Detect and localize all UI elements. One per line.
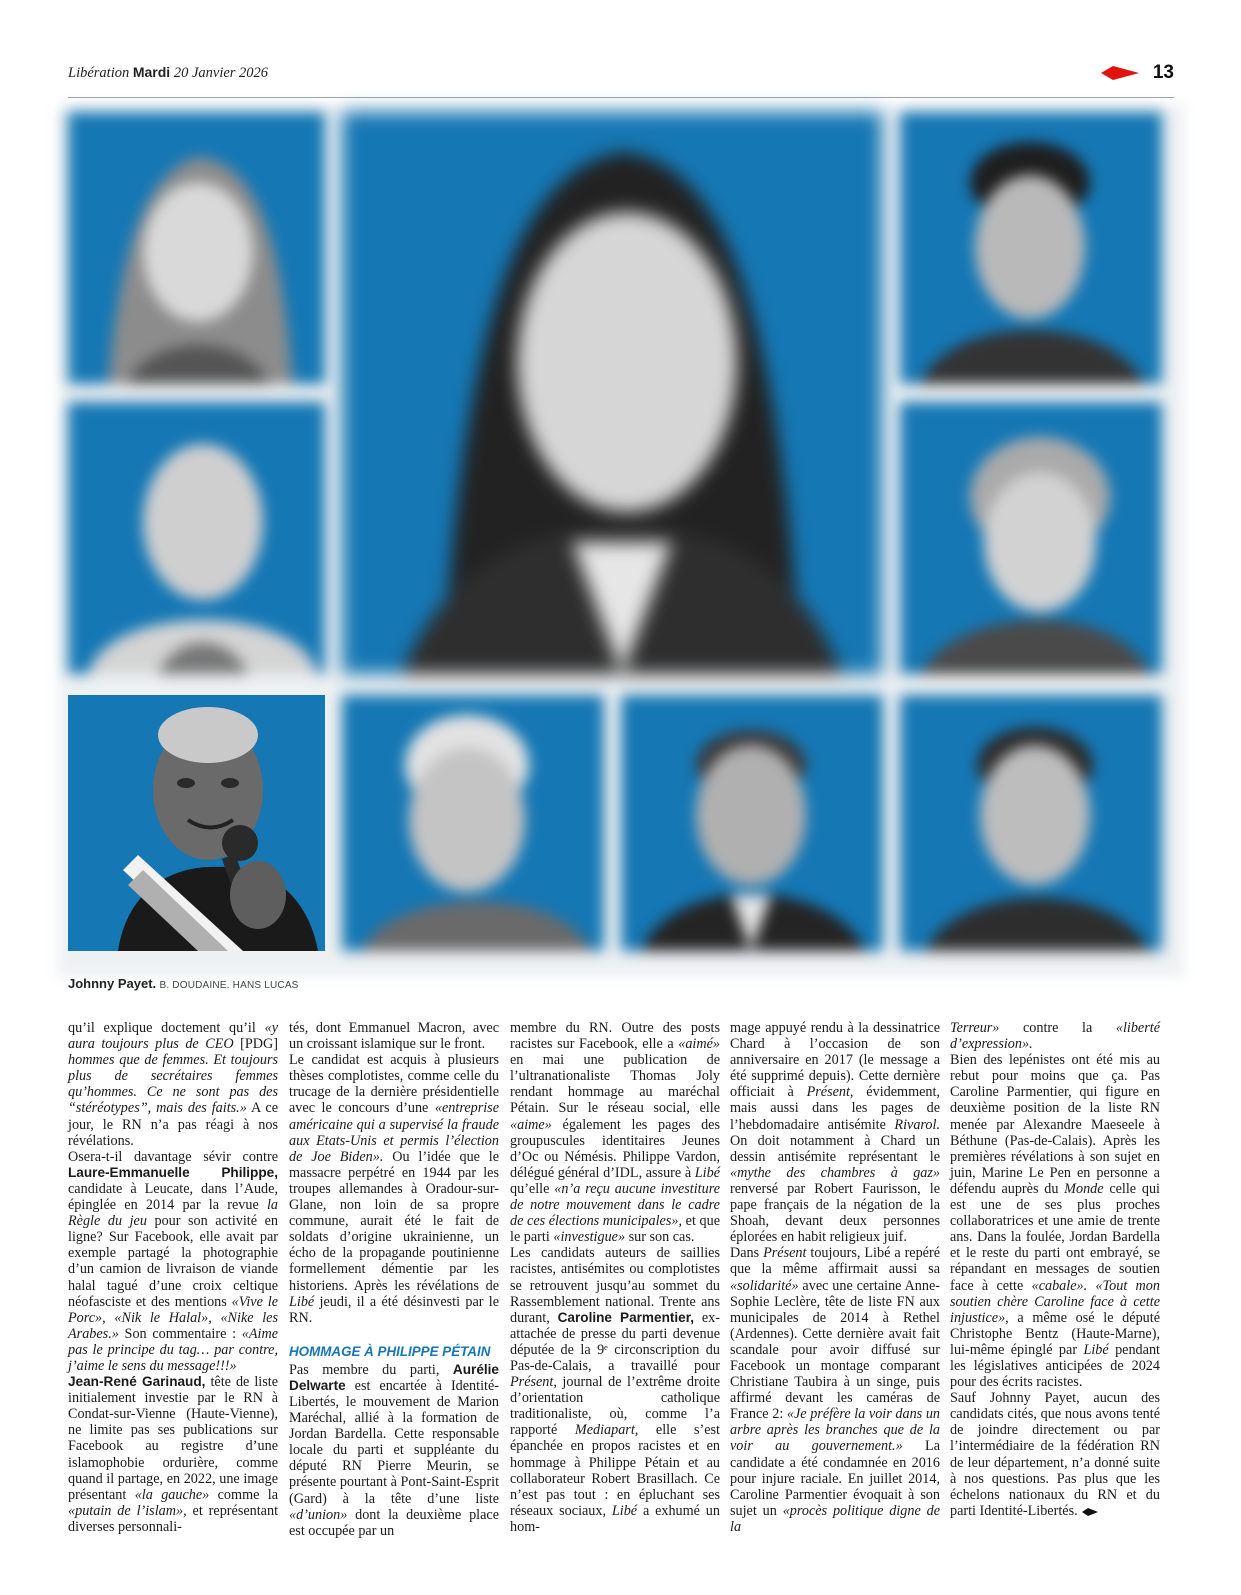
text-run: qu’il explique doctement qu’il [68, 1020, 265, 1036]
text-run: qu’elle [510, 1180, 555, 1197]
text-run: Dans [730, 1245, 764, 1262]
text-run: candidate à Leucate, dans l’Aude, épinglée en 2014 par la revue [68, 1180, 278, 1214]
text-run: elle s’est épanchée en propos racistes et en hommage à Philippe Pétain et au collaborateur Robert Brasillach. Ce n’est pas tout : en épluchant ses réseaux sociaux, [510, 1422, 720, 1519]
text-run: toujours, Libé a repéré que la même affirmait aussi sa [730, 1245, 940, 1278]
quote-italic: la Règle du jeu [68, 1197, 278, 1230]
text-run: ex-attachée de presse du parti devenue députée de la 9ᵉ circonscription du Pas-de-Calais, a travaillé pour [510, 1309, 720, 1374]
quote-italic: «liberté d’expression». [950, 1020, 1160, 1053]
portrait-blurred-main [342, 112, 882, 674]
text-run: a exhumé un hom- [510, 1502, 720, 1535]
text-run: contre la [999, 1020, 1116, 1036]
text-run: en mai une publication de l’ultranationaliste Thomas Joly rendant hommage au maréchal Pétain. Sur le réseau social, elle [510, 1052, 720, 1117]
quote-italic: «Vive le Porc», «Nik le Halal», «Nike les Arabes.» [68, 1293, 278, 1342]
quote-italic: Libé [289, 1293, 315, 1310]
text-run: On doit notamment à Chard un dessin antisémite représentant le [730, 1132, 940, 1165]
paragraph [950, 1020, 1160, 1052]
text-run: pendant les législatives anticipées de 2024 pour des écrits racistes. [950, 1341, 1160, 1391]
quote-italic: Présent [763, 1245, 807, 1262]
paragraph [68, 1149, 278, 1374]
text-run: a même osé le député Christophe Bentz (Haute-Marne), lui-même épinglé par [950, 1309, 1160, 1358]
caption-credit: B. DOUDAINE. HANS LUCAS [159, 980, 299, 991]
paragraph [730, 1245, 940, 1535]
caption-name: Johnny Payet. [68, 976, 157, 991]
quote-italic: Libé [611, 1502, 638, 1519]
text-run: celle qui est une de ses plus proches collaboratrices et une amie de trente ans. Dans la foulée, Jordan Bardella et le reste du parti ont embrayé, se répandant en messages de soutien face à cette [950, 1180, 1160, 1294]
portrait-johnny-payet [68, 695, 325, 951]
article-column-1 [68, 1020, 278, 1535]
portrait-blurred-2 [68, 402, 325, 674]
quote-italic: «entreprise américaine qui a supervisé la fraude aux Etats-Unis et permis l’élection de Joe Biden». [289, 1100, 499, 1165]
quote-italic: Mediapart, [574, 1422, 639, 1439]
text-run: dont la deuxième place est occupée par un [289, 1506, 499, 1539]
text-run: Le candidat est acquis à plusieurs thèses complotistes, comme celle du trucage de la dernière présidentielle avec le concours d’une [289, 1052, 499, 1117]
quote-italic: Rivarol. [894, 1116, 940, 1133]
paragraph [950, 1052, 1160, 1390]
text-run: sur son cas. [625, 1229, 695, 1246]
text-run: et représentant diverses personnali- [68, 1502, 279, 1535]
portrait-blurred-3 [900, 112, 1162, 384]
text-run: mage appuyé rendu à la dessinatrice Chard à l’occasion de son anniversaire en 2017 (le message a été supprimé depuis). Cette dernière officiait à [730, 1020, 940, 1101]
text-run: avec une certaine Anne-Sophie Leclère, tête de liste FN aux municipales de 2014 à Rethel (Ardennes). Cette dernière avait fait scandale pour avoir diffusé sur Facebook un montage comparant Christiane Taubira à un singe, puis affirmé devant les caméras de France 2: [730, 1277, 940, 1423]
page-header [68, 62, 1174, 98]
text-run: tés, dont Emmanuel Macron, avec un croissant islamique sur le front. [289, 1020, 499, 1053]
text-run: comme la [209, 1486, 279, 1503]
paragraph [510, 1020, 720, 1245]
paragraph [730, 1020, 940, 1245]
portrait-blurred-4 [900, 402, 1162, 674]
quote-italic: «putain de l’islam», [68, 1502, 187, 1519]
portrait-blurred-1 [68, 112, 325, 384]
quote-italic: «cabale». «Tout mon soutien chère Caroline face à cette injustice», [950, 1277, 1160, 1326]
quote-italic: «mythe des chambres à gaz» [730, 1164, 940, 1181]
name-highlight: Aurélie Delwarte [289, 1361, 499, 1393]
end-of-article-icon [1082, 1508, 1098, 1516]
quote-italic: hommes que de femmes. Et toujours plus de secrétaires femmes qu’hommes. Ce ne sont pas des “stéréotypes”, mais des faits.» [68, 1052, 278, 1117]
text-run: tête de liste initialement investie par le RN à Condat-sur-Vienne (Haute-Vienne), ne limite pas ses publications sur Facebook au registre d’une islamophobie ordurière, comme quand il partage, en 2022, une image présentant [68, 1374, 279, 1503]
text-run: [PDG] [240, 1036, 278, 1053]
quote-italic: Présent, [510, 1374, 557, 1391]
publication-name: Libération [68, 65, 130, 81]
portrait-blurred-6 [621, 695, 883, 951]
dateline-day: Mardi [132, 64, 171, 80]
quote-italic: Libé [694, 1164, 720, 1181]
text-run: et que le parti [510, 1213, 720, 1246]
paragraph [289, 1362, 499, 1539]
quote-italic: «solidarité» [730, 1277, 799, 1294]
quote-italic: «n’a reçu aucune investiture de notre mouvement dans le cadre de ces élections municipales», [510, 1180, 720, 1230]
text-run: jeudi, il a été désinvesti par le RN. [289, 1293, 499, 1326]
quote-italic: «investigue» [553, 1229, 626, 1246]
quote-italic: «Aime pas le principe du tag… par contre, j’aime le sens du message!!!» [68, 1325, 278, 1374]
text-run: Pas membre du parti, [289, 1361, 453, 1378]
liberation-arrow-icon [1101, 66, 1139, 80]
name-highlight: Laure-Emmanuelle Philippe, [68, 1164, 278, 1180]
text-run: Osera-t-il davantage sévir contre [68, 1148, 278, 1165]
text-run: est encartée à Identité-Libertés, le mouvement de Marion Maréchal, allié à la formation de Jordan Bardella. Cette responsable locale du parti et suppléante du député RN Pierre Meurin, se présente pourtant à Pont-Saint-Esprit (Gard) à la tête d’une liste [289, 1377, 500, 1507]
quote-italic: «aime» [510, 1116, 552, 1133]
text-run: Ou l’idée que le massacre perpétré en 1944 par les troupes allemandes à Oradour-sur-Glane, non loin de sa propre commune, aurait été le fait de soldats d’origine ukrainienne, un écho de la propagande poutinienne formellement démentie par les historiens. Après les révélations de [289, 1148, 499, 1294]
quote-italic: «d’union» [289, 1506, 348, 1523]
quote-italic: Libé [1083, 1341, 1109, 1358]
text-run: évidemment, mais aussi dans les pages de l’hebdomadaire antisémite [730, 1084, 940, 1133]
quote-italic: «y aura toujours plus de CEO [68, 1020, 278, 1053]
text-run: membre du RN. Outre des posts racistes sur Facebook, elle a [510, 1020, 720, 1053]
quote-italic: Terreur» [950, 1020, 1000, 1036]
name-highlight: Jean-René Garinaud, [68, 1374, 206, 1390]
paragraph [289, 1052, 499, 1326]
quote-italic: Monde [1064, 1180, 1104, 1197]
text-run: journal de l’extrême droite d’orientation catholique traditionaliste, où, comme l’a rapporté [510, 1374, 720, 1439]
page-number: 13 [1152, 62, 1174, 83]
article-column-3 [510, 1020, 720, 1535]
paragraph [950, 1390, 1160, 1519]
paragraph [68, 1374, 278, 1535]
paragraph [68, 1020, 278, 1149]
text-run: A ce jour, le RN n’a pas réagi à nos révélations. [68, 1100, 278, 1149]
text-run: Sauf Johnny Payet, aucun des candidats cités, que nous avons tenté de joindre directement ou par l’intermédiaire de la fédération RN de leur département, n’a donné suite à nos questions. Pas plus que les échelons nationaux du RN et du parti Identité-Libertés. [950, 1390, 1160, 1519]
portrait-blurred-5 [342, 695, 604, 951]
text-run: également les pages des groupuscules identitaires Jeunes d’Oc ou Némésis. Philippe Vardon, délégué général d’IDL, assure à [510, 1116, 720, 1181]
article-column-5 [950, 1020, 1160, 1519]
quote-italic: «Je préfère la voir dans un arbre après les branches que de la voir au gouvernement.» [730, 1406, 941, 1455]
portrait-blurred-7 [900, 695, 1162, 951]
text-run: Son commentaire : [118, 1325, 242, 1342]
quote-italic: «procès politique digne de la [730, 1502, 941, 1535]
publication-dateline [68, 64, 268, 82]
photo-caption [68, 976, 299, 991]
article-column-4 [730, 1020, 940, 1535]
article-subhead: HOMMAGE À PHILIPPE PÉTAIN [289, 1343, 491, 1359]
text-run: La candidate a été condamnée en 2016 pour injure raciale. En juillet 2014, Caroline Parmentier évoquait à son sujet un [730, 1438, 940, 1519]
text-run: pour son activité en ligne? Sur Facebook, elle avait par exemple partagé la photographie d’un camion de livraison de viande halal tagué d’une croix celtique néofasciste et des mentions [68, 1213, 278, 1310]
paragraph [510, 1245, 720, 1535]
paragraph [289, 1020, 499, 1052]
name-highlight: Caroline Parmentier, [557, 1309, 695, 1325]
quote-italic: «aimé» [678, 1036, 720, 1053]
dateline-date: 20 Janvier 2026 [173, 65, 269, 81]
quote-italic: Présent, [806, 1084, 854, 1101]
text-run: Les candidats auteurs de saillies racistes, antisémites ou complotistes se retrouvent jusqu’au sommet du Rassemblement national. Trente ans durant, [510, 1245, 720, 1326]
text-run: renversé par Robert Faurisson, le pape français de la négation de la Shoah, devant deux personnes éplorées en habit religieux juif. [730, 1180, 940, 1246]
page-marker [1101, 62, 1174, 84]
quote-italic: «la gauche» [134, 1486, 210, 1503]
article-column-2 [289, 1020, 499, 1539]
text-run: Bien des lepénistes ont été mis au rebut pour moins que ça. Pas Caroline Parmentier, qui figure en deuxième position de la liste RN menée par Alexandre Maeseele à Béthune (Pas-de-Calais). Après les premières révélations à son sujet en juin, Marine Le Pen en personne a défendu auprès du [950, 1052, 1160, 1197]
